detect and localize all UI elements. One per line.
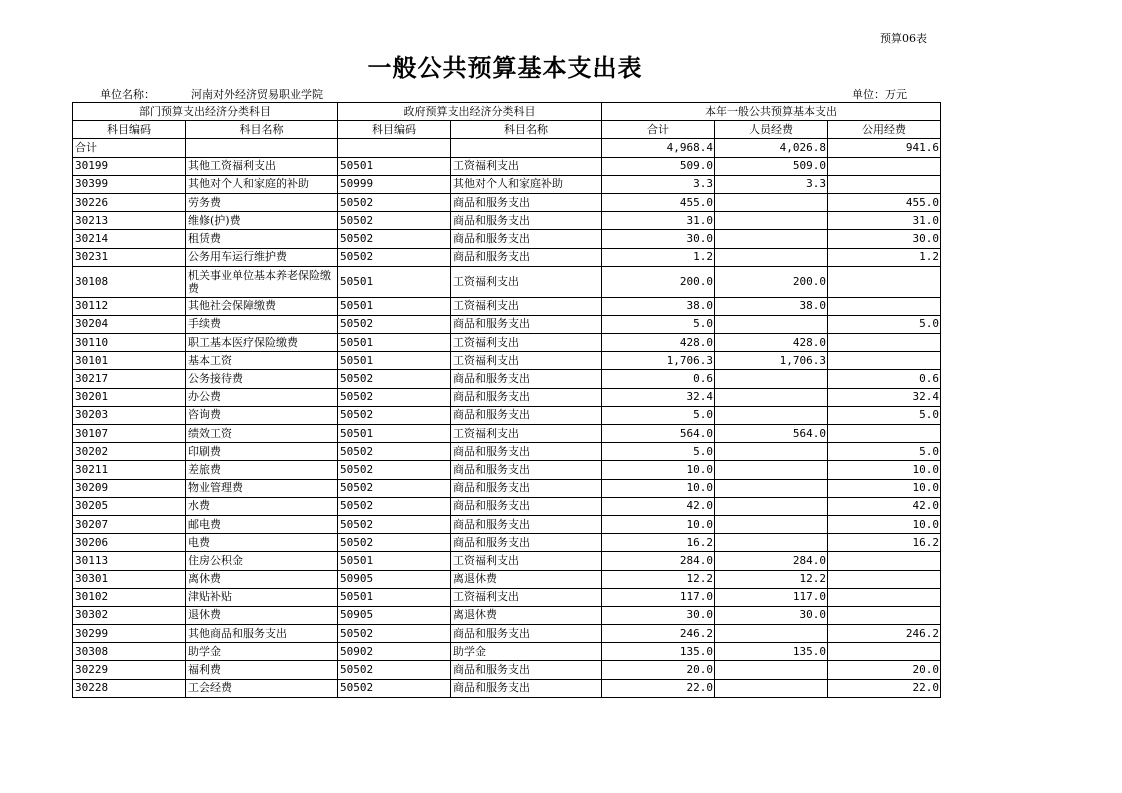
row-dept-code: 30201 xyxy=(73,388,186,406)
row-public: 16.2 xyxy=(828,534,941,552)
row-total: 30.0 xyxy=(602,230,715,248)
row-gov-name: 助学金 xyxy=(451,643,602,661)
cell xyxy=(451,139,602,157)
row-public xyxy=(828,588,941,606)
row-public: 246.2 xyxy=(828,625,941,643)
table-row xyxy=(73,443,941,461)
row-gov-code: 50501 xyxy=(338,425,451,443)
row-total: 3.3 xyxy=(602,175,715,193)
row-gov-name: 商品和服务支出 xyxy=(451,661,602,679)
row-gov-name: 其他对个人和家庭补助 xyxy=(451,175,602,193)
row-dept-name: 津贴补贴 xyxy=(186,588,338,606)
row-total: 428.0 xyxy=(602,334,715,352)
row-dept-code: 30308 xyxy=(73,643,186,661)
row-personnel xyxy=(715,625,828,643)
table-row xyxy=(73,425,941,443)
table-row xyxy=(73,606,941,624)
row-dept-code: 30110 xyxy=(73,334,186,352)
row-gov-code: 50501 xyxy=(338,552,451,570)
row-personnel xyxy=(715,230,828,248)
row-dept-code: 30205 xyxy=(73,497,186,515)
currency-unit: 单位：万元 xyxy=(852,88,907,101)
row-total: 22.0 xyxy=(602,679,715,697)
table-group-header xyxy=(73,103,941,121)
row-total: 16.2 xyxy=(602,534,715,552)
table-row xyxy=(73,248,941,266)
row-dept-name: 劳务费 xyxy=(186,193,338,211)
row-dept-code: 30206 xyxy=(73,534,186,552)
row-gov-name: 工资福利支出 xyxy=(451,334,602,352)
row-dept-code: 30213 xyxy=(73,212,186,230)
row-dept-code: 30101 xyxy=(73,352,186,370)
row-gov-name: 工资福利支出 xyxy=(451,552,602,570)
table-row xyxy=(73,515,941,533)
row-dept-code: 30199 xyxy=(73,157,186,175)
row-gov-code: 50502 xyxy=(338,212,451,230)
row-personnel xyxy=(715,248,828,266)
row-gov-code: 50502 xyxy=(338,461,451,479)
row-public: 31.0 xyxy=(828,212,941,230)
row-public: 32.4 xyxy=(828,388,941,406)
row-dept-code: 30399 xyxy=(73,175,186,193)
row-gov-code: 50501 xyxy=(338,266,451,297)
row-dept-code: 30214 xyxy=(73,230,186,248)
total-personnel: 4,026.8 xyxy=(715,139,828,157)
row-dept-code: 30204 xyxy=(73,315,186,333)
row-total: 246.2 xyxy=(602,625,715,643)
row-dept-name: 机关事业单位基本养老保险缴费 xyxy=(186,266,338,297)
row-gov-name: 工资福利支出 xyxy=(451,297,602,315)
row-public: 1.2 xyxy=(828,248,941,266)
row-dept-name: 印刷费 xyxy=(186,443,338,461)
row-personnel: 30.0 xyxy=(715,606,828,624)
row-dept-name: 其他工资福利支出 xyxy=(186,157,338,175)
row-personnel: 38.0 xyxy=(715,297,828,315)
row-public xyxy=(828,352,941,370)
row-gov-code: 50905 xyxy=(338,570,451,588)
row-public xyxy=(828,606,941,624)
table-row xyxy=(73,370,941,388)
row-total: 117.0 xyxy=(602,588,715,606)
table-row xyxy=(73,212,941,230)
row-gov-code: 50502 xyxy=(338,479,451,497)
row-personnel xyxy=(715,370,828,388)
col-personnel: 人员经费 xyxy=(715,121,828,139)
row-dept-code: 30301 xyxy=(73,570,186,588)
row-gov-name: 工资福利支出 xyxy=(451,425,602,443)
row-gov-name: 商品和服务支出 xyxy=(451,625,602,643)
row-gov-code: 50502 xyxy=(338,248,451,266)
row-dept-name: 退休费 xyxy=(186,606,338,624)
row-dept-code: 30203 xyxy=(73,406,186,424)
row-gov-name: 工资福利支出 xyxy=(451,266,602,297)
row-dept-name: 离休费 xyxy=(186,570,338,588)
row-public xyxy=(828,266,941,297)
header-budget-group: 本年一般公共预算基本支出 xyxy=(602,103,941,121)
table-row xyxy=(73,406,941,424)
unit-name-line xyxy=(100,86,323,102)
row-total: 30.0 xyxy=(602,606,715,624)
table-row xyxy=(73,315,941,333)
row-gov-code: 50902 xyxy=(338,643,451,661)
unit-name-value: 河南对外经济贸易职业学院 xyxy=(191,88,323,101)
row-dept-code: 30299 xyxy=(73,625,186,643)
row-dept-code: 30108 xyxy=(73,266,186,297)
row-gov-name: 商品和服务支出 xyxy=(451,479,602,497)
row-gov-code: 50502 xyxy=(338,625,451,643)
row-public: 0.6 xyxy=(828,370,941,388)
row-personnel: 12.2 xyxy=(715,570,828,588)
row-personnel: 135.0 xyxy=(715,643,828,661)
row-public xyxy=(828,334,941,352)
row-personnel xyxy=(715,315,828,333)
row-gov-name: 离退休费 xyxy=(451,606,602,624)
row-personnel xyxy=(715,193,828,211)
table-row xyxy=(73,534,941,552)
table-row xyxy=(73,625,941,643)
row-dept-name: 差旅费 xyxy=(186,461,338,479)
row-public: 455.0 xyxy=(828,193,941,211)
row-total: 5.0 xyxy=(602,315,715,333)
row-public xyxy=(828,175,941,193)
row-dept-name: 助学金 xyxy=(186,643,338,661)
row-total: 200.0 xyxy=(602,266,715,297)
row-gov-code: 50502 xyxy=(338,661,451,679)
row-public: 10.0 xyxy=(828,479,941,497)
row-personnel: 428.0 xyxy=(715,334,828,352)
row-gov-code: 50501 xyxy=(338,352,451,370)
row-gov-name: 商品和服务支出 xyxy=(451,534,602,552)
row-dept-name: 工会经费 xyxy=(186,679,338,697)
table-row xyxy=(73,352,941,370)
row-total: 135.0 xyxy=(602,643,715,661)
row-dept-name: 基本工资 xyxy=(186,352,338,370)
row-public xyxy=(828,570,941,588)
table-row xyxy=(73,175,941,193)
table-row xyxy=(73,679,941,697)
cell xyxy=(338,139,451,157)
table-row xyxy=(73,266,941,297)
row-personnel xyxy=(715,461,828,479)
table-row xyxy=(73,570,941,588)
row-dept-name: 办公费 xyxy=(186,388,338,406)
table-row xyxy=(73,661,941,679)
row-dept-name: 其他对个人和家庭的补助 xyxy=(186,175,338,193)
row-gov-code: 50502 xyxy=(338,315,451,333)
row-dept-name: 物业管理费 xyxy=(186,479,338,497)
row-gov-name: 商品和服务支出 xyxy=(451,370,602,388)
row-dept-code: 30113 xyxy=(73,552,186,570)
row-dept-code: 30211 xyxy=(73,461,186,479)
row-dept-name: 邮电费 xyxy=(186,515,338,533)
total-public: 941.6 xyxy=(828,139,941,157)
row-total: 10.0 xyxy=(602,461,715,479)
row-dept-name: 其他社会保障缴费 xyxy=(186,297,338,315)
header-gov-group: 政府预算支出经济分类科目 xyxy=(338,103,602,121)
form-number: 预算06表 xyxy=(880,32,927,45)
row-public xyxy=(828,552,941,570)
row-dept-code: 30228 xyxy=(73,679,186,697)
row-personnel xyxy=(715,479,828,497)
row-gov-name: 商品和服务支出 xyxy=(451,315,602,333)
row-gov-name: 商品和服务支出 xyxy=(451,515,602,533)
row-personnel: 284.0 xyxy=(715,552,828,570)
row-gov-name: 商品和服务支出 xyxy=(451,679,602,697)
row-dept-code: 30217 xyxy=(73,370,186,388)
budget-table xyxy=(72,102,941,698)
row-dept-code: 30112 xyxy=(73,297,186,315)
row-total: 1.2 xyxy=(602,248,715,266)
row-total: 509.0 xyxy=(602,157,715,175)
row-gov-name: 商品和服务支出 xyxy=(451,461,602,479)
row-gov-code: 50501 xyxy=(338,588,451,606)
row-personnel xyxy=(715,212,828,230)
total-label: 合计 xyxy=(73,139,186,157)
row-total: 42.0 xyxy=(602,497,715,515)
table-row xyxy=(73,230,941,248)
row-total: 10.0 xyxy=(602,479,715,497)
row-public: 10.0 xyxy=(828,515,941,533)
row-gov-name: 离退休费 xyxy=(451,570,602,588)
table-row xyxy=(73,497,941,515)
row-dept-code: 30102 xyxy=(73,588,186,606)
row-total: 20.0 xyxy=(602,661,715,679)
table-row xyxy=(73,643,941,661)
row-total: 1,706.3 xyxy=(602,352,715,370)
col-total: 合计 xyxy=(602,121,715,139)
row-dept-name: 维修(护)费 xyxy=(186,212,338,230)
row-public: 10.0 xyxy=(828,461,941,479)
table-row xyxy=(73,552,941,570)
row-dept-name: 绩效工资 xyxy=(186,425,338,443)
table-row xyxy=(73,334,941,352)
row-public xyxy=(828,157,941,175)
row-total: 5.0 xyxy=(602,406,715,424)
row-dept-name: 电费 xyxy=(186,534,338,552)
row-gov-name: 商品和服务支出 xyxy=(451,443,602,461)
row-total: 38.0 xyxy=(602,297,715,315)
col-gov-code: 科目编码 xyxy=(338,121,451,139)
row-dept-name: 福利费 xyxy=(186,661,338,679)
row-gov-code: 50501 xyxy=(338,157,451,175)
row-dept-name: 公务接待费 xyxy=(186,370,338,388)
total-row xyxy=(73,139,941,157)
row-public: 20.0 xyxy=(828,661,941,679)
row-public: 22.0 xyxy=(828,679,941,697)
row-gov-code: 50502 xyxy=(338,497,451,515)
row-dept-name: 手续费 xyxy=(186,315,338,333)
row-dept-name: 水费 xyxy=(186,497,338,515)
row-gov-name: 工资福利支出 xyxy=(451,157,602,175)
row-public: 30.0 xyxy=(828,230,941,248)
row-total: 455.0 xyxy=(602,193,715,211)
col-gov-name: 科目名称 xyxy=(451,121,602,139)
row-gov-name: 工资福利支出 xyxy=(451,588,602,606)
header-dept-group: 部门预算支出经济分类科目 xyxy=(73,103,338,121)
row-dept-code: 30207 xyxy=(73,515,186,533)
row-total: 31.0 xyxy=(602,212,715,230)
row-dept-name: 公务用车运行维护费 xyxy=(186,248,338,266)
total-sum: 4,968.4 xyxy=(602,139,715,157)
row-personnel xyxy=(715,534,828,552)
row-gov-name: 商品和服务支出 xyxy=(451,193,602,211)
row-dept-code: 30202 xyxy=(73,443,186,461)
row-personnel xyxy=(715,406,828,424)
table-row xyxy=(73,461,941,479)
row-public xyxy=(828,425,941,443)
row-gov-name: 商品和服务支出 xyxy=(451,212,602,230)
cell xyxy=(186,139,338,157)
page-title: 一般公共预算基本支出表 xyxy=(367,53,643,82)
row-gov-name: 商品和服务支出 xyxy=(451,248,602,266)
row-personnel xyxy=(715,661,828,679)
row-personnel xyxy=(715,679,828,697)
row-gov-name: 商品和服务支出 xyxy=(451,388,602,406)
row-gov-code: 50501 xyxy=(338,297,451,315)
row-gov-code: 50501 xyxy=(338,334,451,352)
row-gov-code: 50502 xyxy=(338,515,451,533)
col-public: 公用经费 xyxy=(828,121,941,139)
row-public xyxy=(828,297,941,315)
row-total: 564.0 xyxy=(602,425,715,443)
row-dept-code: 30229 xyxy=(73,661,186,679)
row-dept-name: 咨询费 xyxy=(186,406,338,424)
row-gov-code: 50502 xyxy=(338,443,451,461)
row-gov-code: 50502 xyxy=(338,230,451,248)
row-gov-code: 50999 xyxy=(338,175,451,193)
table-column-header xyxy=(73,121,941,139)
row-dept-name: 住房公积金 xyxy=(186,552,338,570)
row-public: 5.0 xyxy=(828,406,941,424)
row-personnel: 117.0 xyxy=(715,588,828,606)
table-row xyxy=(73,588,941,606)
row-gov-code: 50502 xyxy=(338,679,451,697)
row-gov-code: 50502 xyxy=(338,193,451,211)
row-gov-code: 50502 xyxy=(338,534,451,552)
row-public: 5.0 xyxy=(828,315,941,333)
row-personnel: 200.0 xyxy=(715,266,828,297)
col-dept-name: 科目名称 xyxy=(186,121,338,139)
row-gov-name: 商品和服务支出 xyxy=(451,497,602,515)
row-personnel xyxy=(715,515,828,533)
table-row xyxy=(73,193,941,211)
row-personnel xyxy=(715,497,828,515)
row-gov-code: 50502 xyxy=(338,406,451,424)
table-row xyxy=(73,388,941,406)
row-total: 284.0 xyxy=(602,552,715,570)
row-total: 0.6 xyxy=(602,370,715,388)
row-gov-code: 50502 xyxy=(338,388,451,406)
row-gov-name: 商品和服务支出 xyxy=(451,406,602,424)
row-personnel: 509.0 xyxy=(715,157,828,175)
row-gov-code: 50502 xyxy=(338,370,451,388)
col-dept-code: 科目编码 xyxy=(73,121,186,139)
row-public: 42.0 xyxy=(828,497,941,515)
row-dept-code: 30231 xyxy=(73,248,186,266)
row-public xyxy=(828,643,941,661)
table-row xyxy=(73,297,941,315)
row-dept-name: 其他商品和服务支出 xyxy=(186,625,338,643)
row-dept-name: 职工基本医疗保险缴费 xyxy=(186,334,338,352)
row-dept-code: 30107 xyxy=(73,425,186,443)
row-dept-code: 30226 xyxy=(73,193,186,211)
row-gov-name: 商品和服务支出 xyxy=(451,230,602,248)
row-personnel: 3.3 xyxy=(715,175,828,193)
row-personnel: 564.0 xyxy=(715,425,828,443)
row-dept-code: 30302 xyxy=(73,606,186,624)
row-dept-name: 租赁费 xyxy=(186,230,338,248)
row-personnel xyxy=(715,443,828,461)
table-row xyxy=(73,157,941,175)
row-total: 32.4 xyxy=(602,388,715,406)
row-personnel xyxy=(715,388,828,406)
table-row xyxy=(73,479,941,497)
row-dept-code: 30209 xyxy=(73,479,186,497)
row-gov-code: 50905 xyxy=(338,606,451,624)
row-total: 5.0 xyxy=(602,443,715,461)
row-personnel: 1,706.3 xyxy=(715,352,828,370)
row-gov-name: 工资福利支出 xyxy=(451,352,602,370)
row-public: 5.0 xyxy=(828,443,941,461)
row-total: 10.0 xyxy=(602,515,715,533)
unit-name-label: 单位名称： xyxy=(100,88,155,101)
row-total: 12.2 xyxy=(602,570,715,588)
